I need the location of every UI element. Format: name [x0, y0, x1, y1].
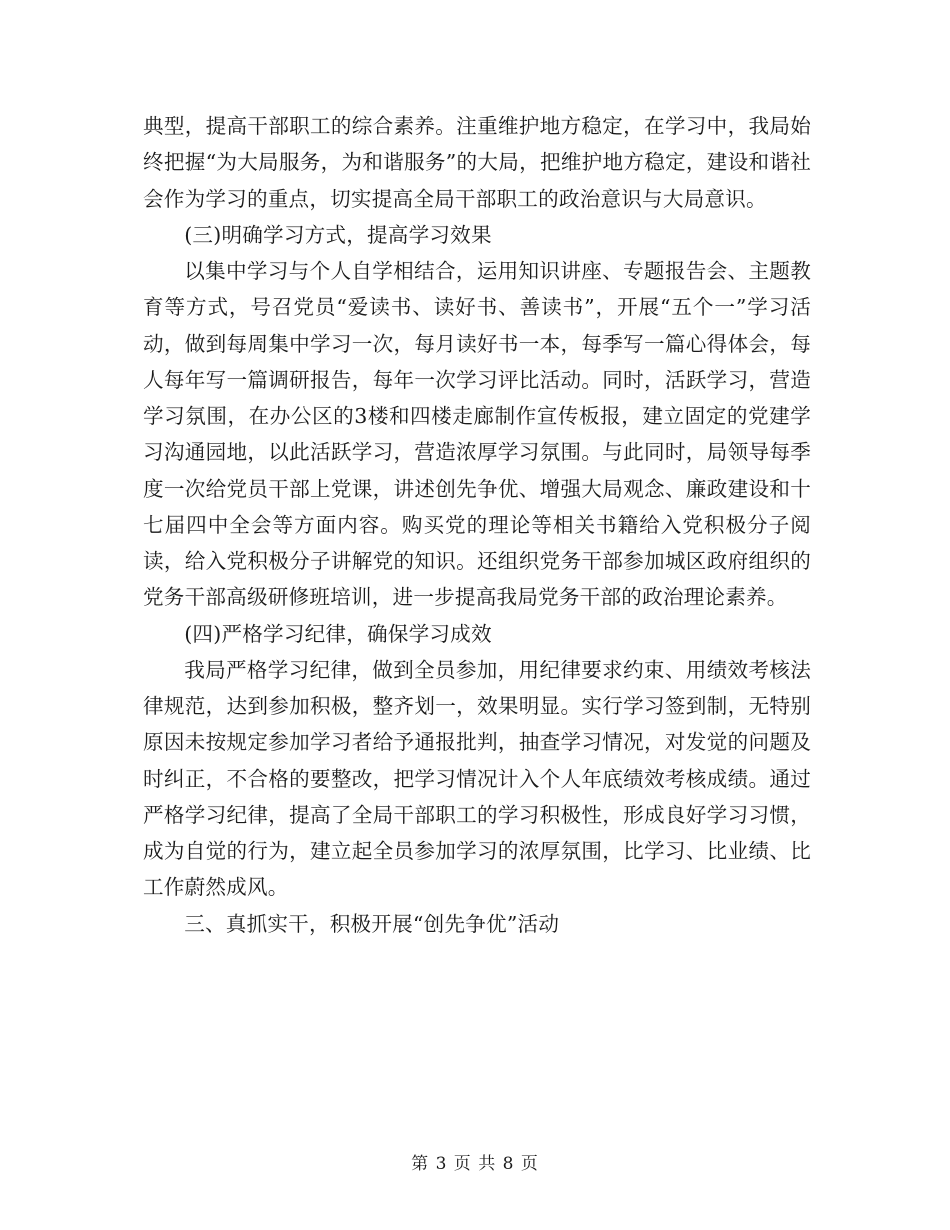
section-heading-3: (三)明确学习方式，提高学习效果 — [184, 222, 492, 247]
page-number-footer: 第 3 页 共 8 页 — [411, 1154, 539, 1174]
paragraph-continued: 典型，提高干部职工的综合素养。注重维护地方稳定，在学习中，我局始终把握“为大局服务，为和谐服务”的大局，把维护地方稳定，建设和谐社会作为学习的重点，切实提高全局干部职工的政治意识与大局意识。 — [143, 114, 811, 211]
chapter-heading-3: 三、真抓实干，积极开展“创先争优”活动 — [184, 911, 560, 936]
document-body — [143, 108, 811, 942]
paragraph-study-discipline: 我局严格学习纪律，做到全员参加，用纪律要求约束、用绩效考核法律规范，达到参加积极，整齐划一，效果明显。实行学习签到制，无特别原因未按规定参加学习者给予通报批判，抽查学习情况，对发觉的问题及时纠正，不合格的要整改，把学习情况计入个人年底绩效考核成绩。通过严格学习纪律，提高了全局干部职工的学习积极性，形成良好学习习惯，成为自觉的行为，建立起全员参加学习的浓厚氛围，比学习、比业绩、比工作蔚然成风。 — [143, 657, 811, 900]
paragraph-study-methods: 以集中学习与个人自学相结合，运用知识讲座、专题报告会、主题教育等方式，号召党员“爱读书、读好书、善读书”，开展“五个一”学习活动，做到每周集中学习一次，每月读好书一本，每季写一篇心得体会，每人每年写一篇调研报告，每年一次学习评比活动。同时，活跃学习，营造学习氛围，在办公区的3楼和四楼走廊制作宣传板报，建立固定的党建学习沟通园地，以此活跃学习，营造浓厚学习氛围。与此同时，局领导每季度一次给党员干部上党课，讲述创先争优、增强大局观念、廉政建设和十七届四中全会等方面内容。购买党的理论等相关书籍给入党积极分子阅读，给入党积极分子讲解党的知识。还组织党务干部参加城区政府组织的党务干部高级研修班培训，进一步提高我局党务干部的政治理论素养。 — [143, 259, 811, 610]
section-heading-4: (四)严格学习纪律，确保学习成效 — [184, 621, 492, 646]
